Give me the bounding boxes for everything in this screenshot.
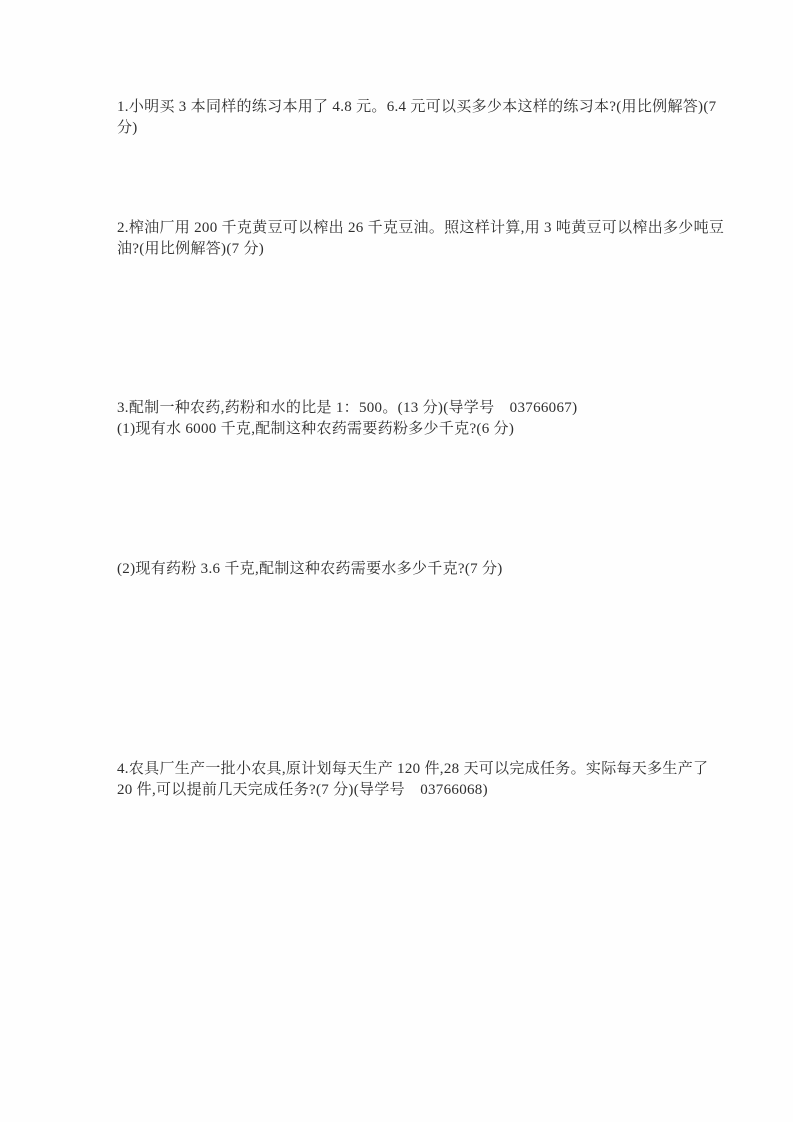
question-3-part-2-line-1: (2)现有药粉 3.6 千克,配制这种农药需要水多少千克?(7 分): [117, 561, 503, 577]
question-4: [117, 759, 709, 801]
question-1-line-1: 1.小明买 3 本同样的练习本用了 4.8 元。6.4 元可以买多少本这样的练习本?(用比例解答)(7: [117, 99, 717, 115]
question-4-line-1: 4.农具厂生产一批小农具,原计划每天生产 120 件,28 天可以完成任务。实际每天多生产了: [117, 761, 709, 777]
question-3-part-2: [117, 559, 687, 580]
question-3: [117, 398, 687, 440]
question-2-line-2: 油?(用比例解答)(7 分): [117, 241, 265, 257]
question-4-line-2: 20 件,可以提前几天完成任务?(7 分)(导学号 03766068): [117, 782, 488, 798]
question-3-part-1: (1)现有水 6000 千克,配制这种农药需要药粉多少千克?(6 分): [117, 421, 515, 437]
question-3-line-1: 3.配制一种农药,药粉和水的比是 1：500。(13 分)(导学号 03766067): [117, 400, 578, 416]
question-2-line-1: 2.榨油厂用 200 千克黄豆可以榨出 26 千克豆油。照这样计算,用 3 吨黄豆可以榨出多少吨豆: [117, 220, 725, 236]
question-1: [117, 97, 717, 139]
question-1-line-2: 分): [117, 120, 138, 136]
question-2: [117, 218, 725, 260]
